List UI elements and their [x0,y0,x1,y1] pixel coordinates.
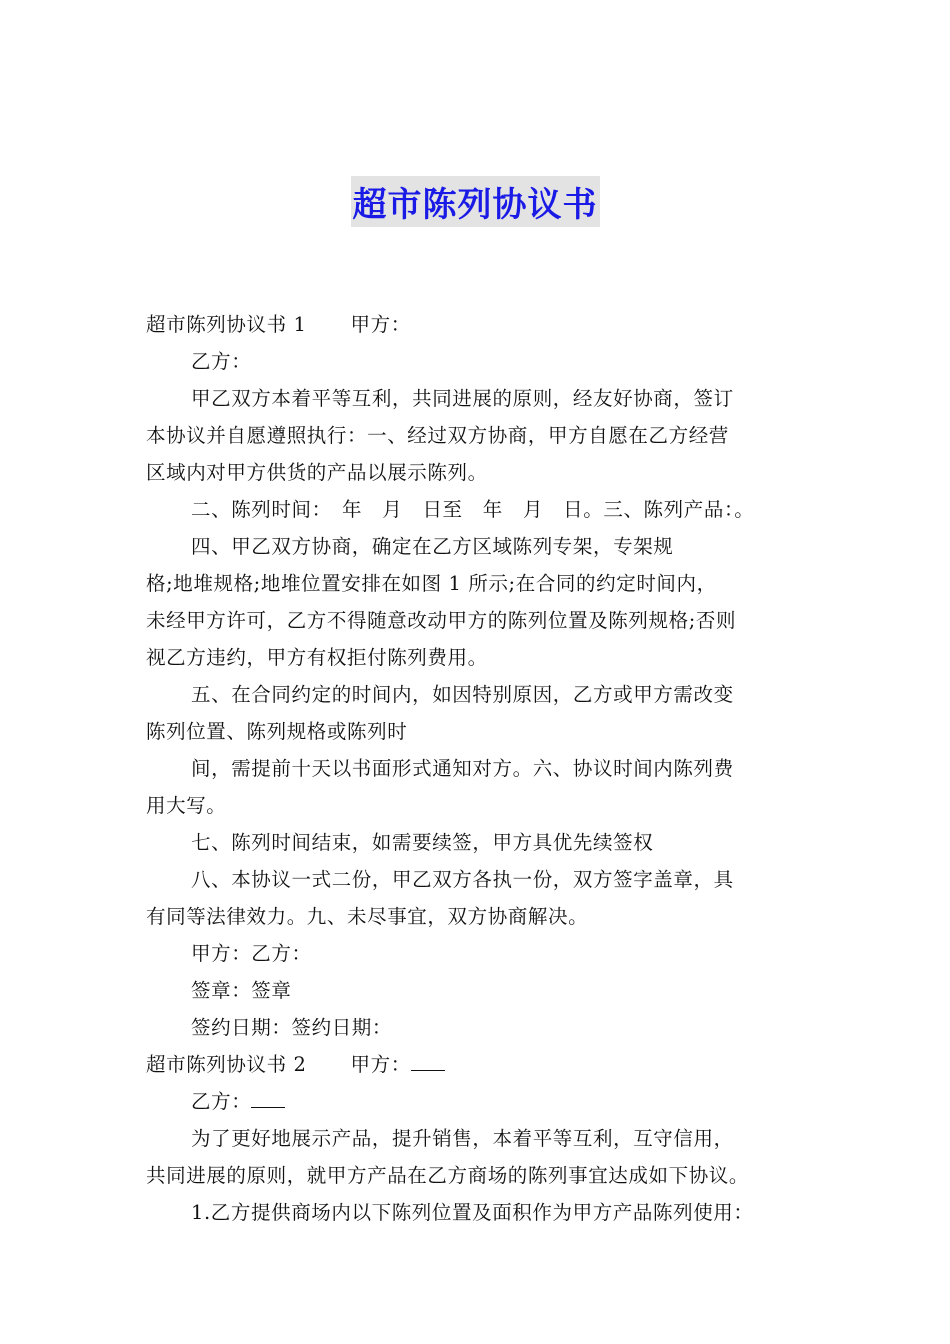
paragraph: 格;地堆规格;地堆位置安排在如图 1 所示;在合同的约定时间内， [146,572,717,595]
party-b-label: 乙方： [191,1090,252,1113]
paragraph: 二、陈列时间： 年 月 日至 年 月 日。三、陈列产品：。 [191,498,755,521]
paragraph: 为了更好地展示产品，提升销售，本着平等互利，互守信用， [191,1127,734,1150]
party-a-label: 甲方： [350,313,411,336]
party-b-line [146,1083,818,1120]
agreement-2-heading: 超市陈列协议书 2 [146,1053,307,1076]
paragraph: 1.乙方提供商场内以下陈列位置及面积作为甲方产品陈列使用： [191,1201,754,1224]
signature-parties: 甲方：乙方： [191,942,312,965]
paragraph: 本协议并自愿遵照执行：一、经过双方协商，甲方自愿在乙方经营 [146,424,729,447]
signature-date: 签约日期：签约日期： [191,1016,393,1039]
paragraph: 乙方： [191,350,252,373]
document-title-wrap [0,176,950,227]
paragraph: 七、陈列时间结束，如需要续签，甲方具优先续签权 [191,831,654,854]
paragraph: 共同进展的原则，就甲方产品在乙方商场的陈列事宜达成如下协议。 [146,1164,750,1187]
paragraph: 五、在合同约定的时间内，如因特别原因，乙方或甲方需改变 [191,683,734,706]
paragraph: 间，需提前十天以书面形式通知对方。六、协议时间内陈列费 [191,757,734,780]
paragraph: 甲乙双方本着平等互利，共同进展的原则，经友好协商，签订 [191,387,734,410]
paragraph: 视乙方违约，甲方有权拒付陈列费用。 [146,646,488,669]
paragraph: 陈列位置、陈列规格或陈列时 [146,720,408,743]
agreement-1-heading: 超市陈列协议书 1 [146,313,307,336]
paragraph: 有同等法律效力。九、未尽事宜，双方协商解决。 [146,905,589,928]
signature-seal: 签章：签章 [191,979,292,1002]
blank-underline [411,1050,445,1071]
paragraph: 用大写。 [146,794,227,817]
paragraph: 未经甲方许可，乙方不得随意改动甲方的陈列位置及陈列规格;否则 [146,609,737,632]
document-title: 超市陈列协议书 [351,176,600,227]
paragraph-heading-1 [146,306,818,343]
party-a-label: 甲方： [350,1053,411,1076]
paragraph: 区域内对甲方供货的产品以展示陈列。 [146,461,488,484]
paragraph: 四、甲乙双方协商，确定在乙方区域陈列专架，专架规 [191,535,674,558]
paragraph: 八、本协议一式二份，甲乙双方各执一份，双方签字盖章，具 [191,868,734,891]
blank-underline [251,1087,285,1108]
paragraph-heading-2 [146,1046,818,1083]
document-body [146,306,818,1231]
